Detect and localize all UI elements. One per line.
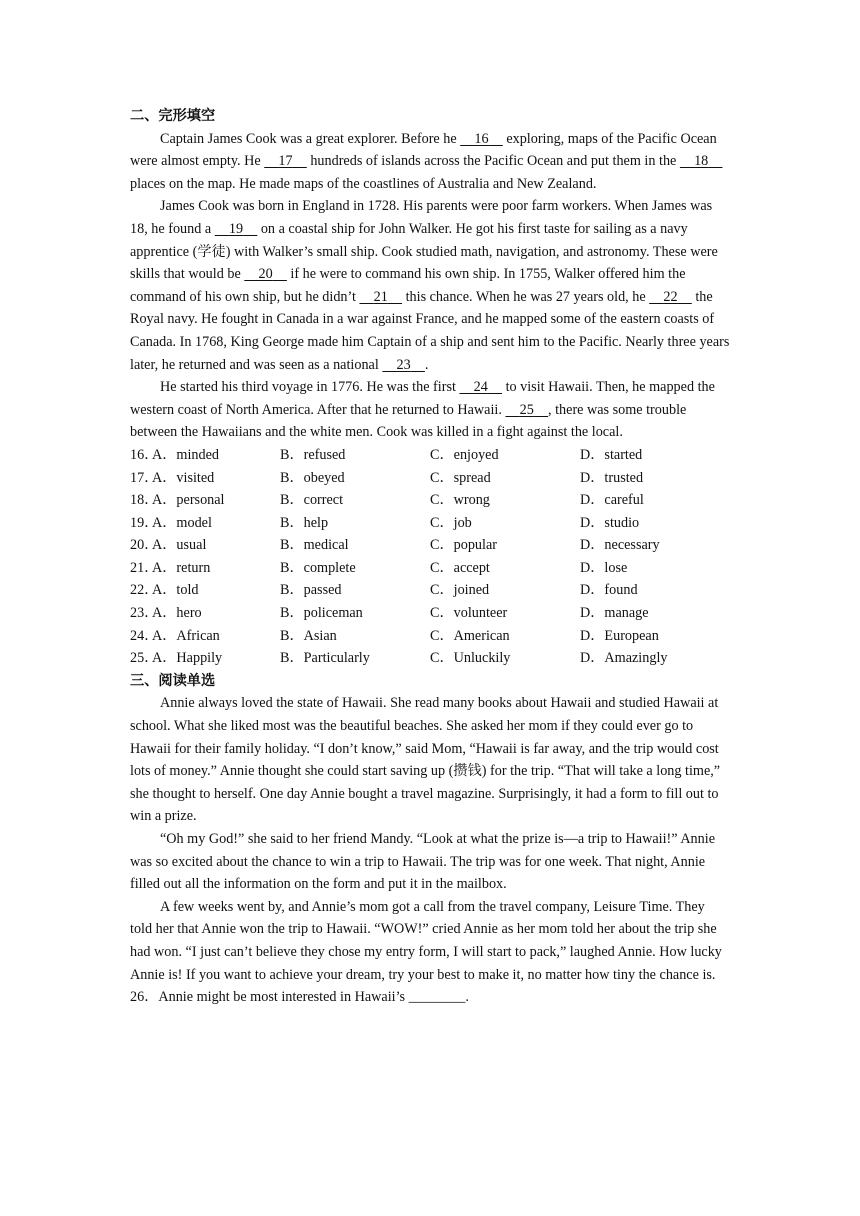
cloze-paragraph-3 — [130, 376, 730, 444]
text: James Cook was born in England in 1728. His parents were poor farm workers. When James was 18, he found a — [130, 198, 713, 237]
option-row — [130, 444, 730, 467]
option-d: D．careful — [580, 492, 644, 509]
option-row — [130, 647, 730, 670]
question-number: 21． — [130, 559, 159, 576]
text: . — [424, 356, 429, 373]
option-a: A．model — [152, 514, 212, 531]
option-a: A．African — [152, 627, 220, 644]
blank-17: 17 — [278, 153, 293, 170]
question-26: 26．Annie might be most interested in Hawaii’s ________. — [130, 989, 469, 1006]
text: this chance. When he was 27 years old, he — [402, 288, 650, 305]
option-row — [130, 602, 730, 625]
option-row — [130, 534, 730, 557]
option-row — [130, 512, 730, 535]
option-a: A．visited — [152, 469, 215, 486]
text: if he were to command his own ship. In 1755, Walker offered him the command of his own ship, but he didn’t — [130, 266, 686, 305]
option-a: A．return — [152, 559, 211, 576]
option-c: C．volunteer — [430, 605, 508, 622]
question-number: 25． — [130, 650, 159, 667]
option-row — [130, 467, 730, 490]
option-c: C．joined — [430, 582, 490, 599]
cloze-paragraph-2 — [130, 195, 730, 376]
question-number: 20． — [130, 537, 159, 554]
question-number: 19． — [130, 514, 159, 531]
option-b: B．refused — [280, 446, 346, 463]
question-number: 22． — [130, 582, 159, 599]
option-b: B．correct — [280, 492, 344, 509]
blank-18: 18 — [694, 153, 709, 170]
option-b: B．help — [280, 514, 329, 531]
option-c: C．accept — [430, 559, 490, 576]
blank-25: 25 — [519, 401, 534, 418]
option-a: A．minded — [152, 446, 219, 463]
question-number: 18． — [130, 492, 159, 509]
option-d: D．European — [580, 627, 659, 644]
option-d: D．trusted — [580, 469, 644, 486]
question-number: 23． — [130, 605, 159, 622]
option-c: C．American — [430, 627, 510, 644]
question-number: 24． — [130, 627, 159, 644]
text: , there was some trouble between the Hawaiians and the white men. Cook was killed in a fight against the local. — [130, 401, 687, 441]
option-d: D．Amazingly — [580, 650, 668, 667]
option-row — [130, 579, 730, 602]
option-b: B．Asian — [280, 627, 337, 644]
option-c: C．enjoyed — [430, 446, 499, 463]
option-b: B．policeman — [280, 605, 363, 622]
option-a: A．usual — [152, 537, 207, 554]
option-a: A．hero — [152, 605, 202, 622]
text: exploring, maps of the Pacific Ocean were almost empty. He — [130, 130, 717, 170]
reading-paragraph-2: “Oh my God!” she said to her friend Mandy. “Look at what the prize is—a trip to Hawaii!” Annie was so excited about the chance to win a trip to Hawaii. The trip was for one week. That night, Annie filled out all the information on the form and put it in the mailbox. — [130, 831, 715, 893]
option-d: D．found — [580, 582, 638, 599]
option-c: C．spread — [430, 469, 491, 486]
option-row — [130, 489, 730, 512]
option-c: C．Unluckily — [430, 650, 511, 667]
option-d: D．lose — [580, 559, 628, 576]
option-a: A．told — [152, 582, 199, 599]
blank-21: 21 — [373, 288, 388, 305]
text: to visit Hawaii. Then, he mapped the western coast of North America. After that he returned to Hawaii. — [130, 379, 715, 418]
option-row — [130, 625, 730, 648]
text: the Royal navy. He fought in Canada in a war against France, and he mapped some of the eastern coasts of Canada. In 1768, King George made him Captain of a ship and sent him to the Pacific. Nearly three years later, he returned and was seen as a national — [130, 288, 730, 373]
option-d: D．necessary — [580, 537, 660, 554]
blank-22: 22 — [663, 288, 678, 305]
options-list — [130, 444, 730, 670]
option-d: D．studio — [580, 514, 640, 531]
option-c: C．wrong — [430, 492, 490, 509]
reading-paragraph-1: Annie always loved the state of Hawaii. She read many books about Hawaii and studied Hawaii at school. What she liked most was the beautiful beaches. She asked her mom if they could ever go to Hawaii for their family holiday. “I don’t know,” said Mom, “Hawaii is far away, and the trip would cost lots of money.” Annie thought she could start saving up (攒钱) for the trip. “That will take a long time,” she thought to herself. One day Annie bought a travel magazine. Surprisingly, it had a form to fill out to win a prize. — [130, 695, 721, 825]
option-b: B．obeyed — [280, 469, 345, 486]
text: He started his third voyage in 1776. He was the first — [160, 379, 460, 396]
text: hundreds of islands across the Pacific Ocean and put them in the — [306, 153, 680, 170]
text: places on the map. He made maps of the coastlines of Australia and New Zealand. — [130, 175, 597, 192]
option-b: B．passed — [280, 582, 342, 599]
option-b: B．medical — [280, 537, 349, 554]
section-heading-reading: 三、阅读单选 — [130, 672, 216, 689]
option-c: C．popular — [430, 537, 497, 554]
option-a: A．Happily — [152, 650, 223, 667]
blank-24: 24 — [473, 379, 488, 396]
blank-23: 23 — [396, 356, 411, 373]
section-heading-cloze: 二、完形填空 — [130, 108, 216, 124]
option-b: B．complete — [280, 559, 356, 576]
option-b: B．Particularly — [280, 650, 370, 667]
blank-16: 16 — [474, 130, 489, 147]
question-number: 17． — [130, 469, 159, 486]
option-row — [130, 557, 730, 580]
question-number: 16． — [130, 446, 159, 463]
option-a: A．personal — [152, 492, 225, 509]
option-d: D．manage — [580, 605, 649, 622]
blank-19: 19 — [228, 220, 244, 237]
cloze-paragraph-1 — [130, 128, 730, 196]
option-d: D．started — [580, 446, 643, 463]
document-page — [130, 105, 730, 1009]
option-c: C．job — [430, 514, 472, 531]
text: on a coastal ship for John Walker. He got his first taste for sailing as a navy apprentice (学徒) with Walker’s small ship. Cook studied math, navigation, and astronomy. These were skills that would be — [130, 220, 718, 283]
reading-paragraph-3: A few weeks went by, and Annie’s mom got a call from the travel company, Leisure Time. They told her that Annie won the trip to Hawaii. “WOW!” cried Annie as her mom told her about the trip she had won. “I just can’t believe they chose my entry form, I will start to pack,” laughed Annie. How lucky Annie is! If you want to achieve your dream, try your best to make it, no matter how tiny the chance is. — [130, 898, 722, 983]
text: Captain James Cook was a great explorer. Before he — [160, 130, 461, 147]
blank-20: 20 — [258, 266, 273, 283]
